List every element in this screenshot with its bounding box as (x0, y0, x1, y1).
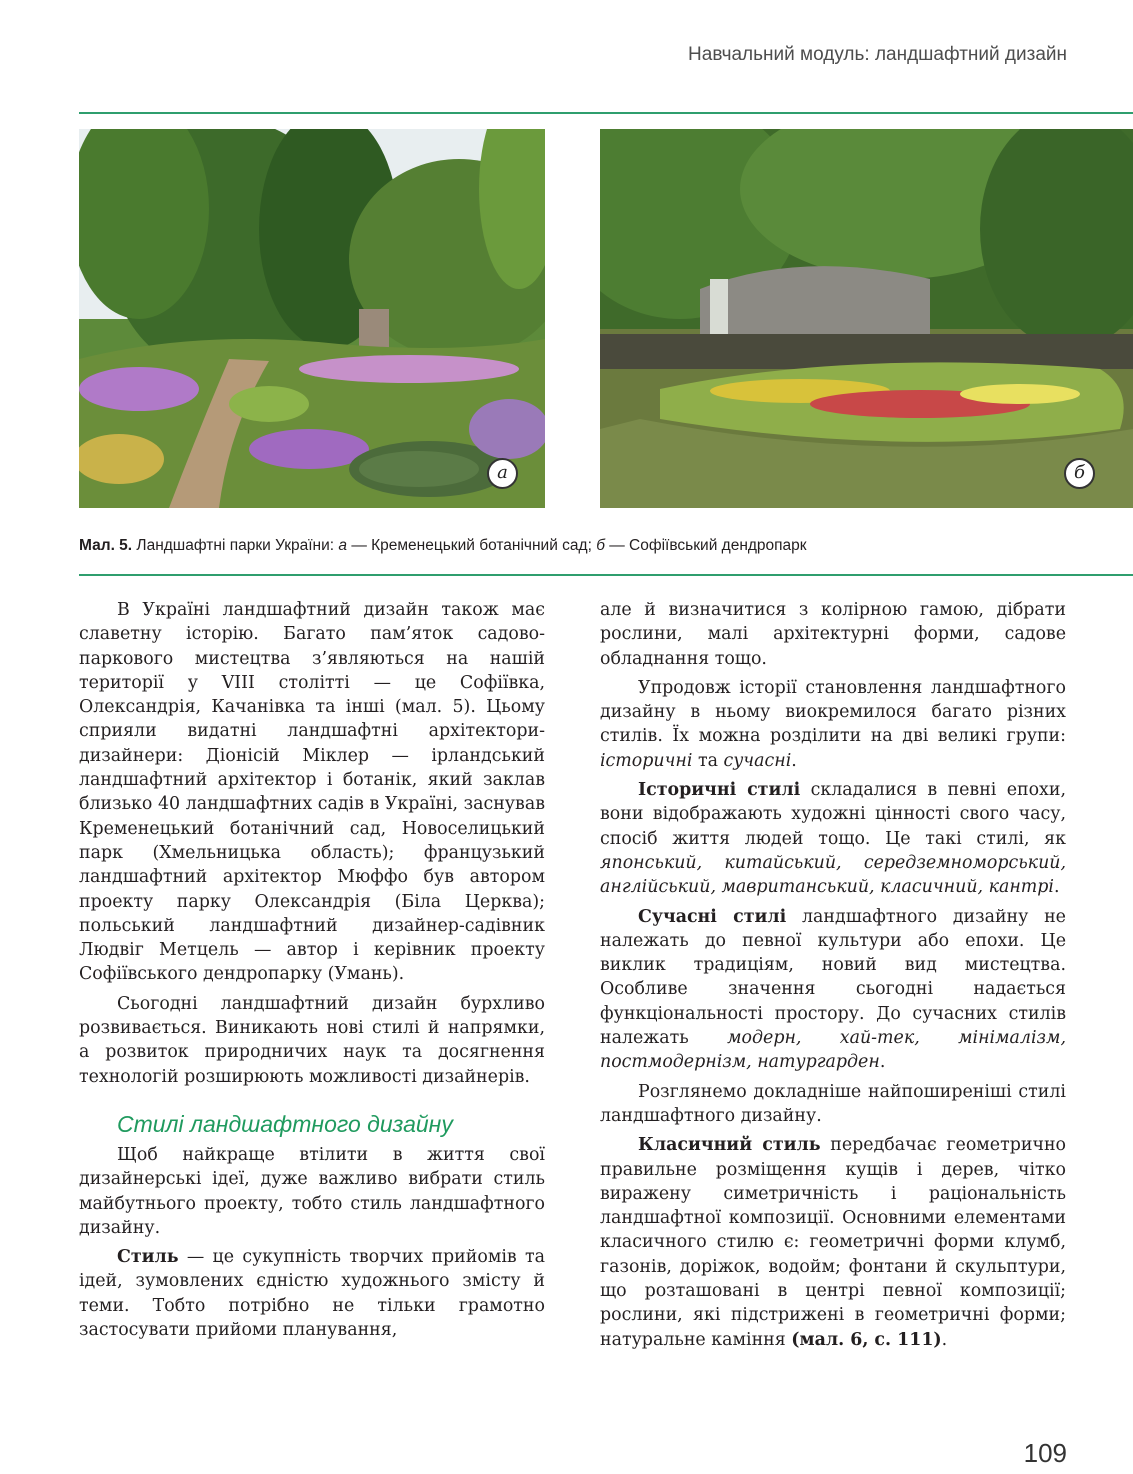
running-header: Навчальний модуль: ландшафтний дизайн (688, 44, 1067, 65)
paragraph: Сьогодні ландшафтний дизайн бурхливо розвивається. Виникають нові стилі й напрямки, а розвиток природничих наук та досягнення технологій розширюють можливості дизайнерів. (79, 993, 545, 1087)
caption-text: Ландшафтні парки України: (132, 537, 339, 554)
paragraph (79, 1245, 545, 1342)
term: Класичний стиль (638, 1135, 821, 1156)
term: Стиль (117, 1247, 179, 1268)
paragraph-text: — це сукупність творчих прийомів та ідей, зумовлених єдністю художнього змісту й теми. Тобто потрібно не тільки грамотно застосувати прийоми планування, (79, 1247, 545, 1341)
paragraph (600, 1133, 1066, 1352)
paragraph-text: . (879, 1052, 886, 1073)
paragraph-text: Упродовж історії становлення ландшафтного дизайну в ньому виокремилося багато різних стилів. Їх можна розділити на дві великі групи: (600, 677, 1066, 747)
figure-caption (79, 537, 807, 555)
italic-term: японський, китайський, середземноморський, англійський, мавританський, класичний, кантрі (600, 852, 1066, 898)
paragraph-text: та (692, 750, 724, 771)
paragraph-text: . (791, 750, 797, 771)
paragraph: Розглянемо докладніше найпоширеніші стилі ландшафтного дизайну. (600, 1081, 1066, 1126)
caption-label-b: б (596, 537, 605, 554)
caption-text: — Софіївський дендропарк (604, 537, 807, 554)
caption-text: — Кременецький ботанічний сад; (347, 537, 597, 554)
italic-term: історичні (600, 750, 693, 771)
italic-term: сучасні (723, 750, 792, 771)
top-rule (79, 112, 1133, 114)
paragraph-text: . (1054, 877, 1060, 898)
paragraph: але й визначитися з колірною гамою, дібрати рослини, малі архітектурні форми, садове обладнання тощо. (600, 600, 1066, 669)
term: Сучасні стилі (638, 906, 787, 927)
right-column (600, 598, 1066, 1357)
paragraph-text: передбачає геометрично правильне розміщення кущів і дерев, чітко виражену симетричність і раціональність ландшафтної композиції. Основними елементами класичного стилю є: геометричні форми клумб, газонів, доріжок, водойм; фонтани й скульптури, що розташовані в центрі певної композиції; рослини, які підстрижені в геометричні форми; натуральне каміння (600, 1135, 1067, 1350)
paragraph (600, 676, 1066, 773)
figure-reference: (мал. 6, с. 111) (791, 1329, 942, 1350)
photo-a-badge: а (487, 458, 518, 489)
photo-kremenets-garden (79, 129, 545, 508)
term: Історичні стилі (638, 780, 801, 801)
photo-b-badge: б (1064, 458, 1095, 489)
paragraph (600, 905, 1066, 1075)
caption-prefix: Мал. 5. (79, 537, 133, 554)
paragraph-text: . (941, 1329, 948, 1350)
page-number: 109 (1023, 1438, 1067, 1468)
section-heading: Стилі ландшафтного дизайну (117, 1110, 453, 1137)
caption-label-a: а (338, 537, 348, 554)
paragraph: Щоб найкраще втілити в життя свої дизайнерські ідеї, дуже важливо вибрати стиль майбутнього проекту, тобто стиль ландшафтного дизайну. (79, 1144, 545, 1238)
photo-sofiyivka-park (600, 129, 1133, 508)
left-column (79, 598, 545, 1347)
paragraph: В Україні ландшафтний дизайн також має славетну історію. Багато пам’яток садово-паркового мистецтва з’являються на нашій території у VIII столітті — це Софіївка, Олександрія, Качанівка та інші (мал. 5). Цьому сприяли видатні ландшафтні архітектори-дизайнери: Діонісій Міклер — ірландський ландшафтний архітектор і ботанік, який заклав близько 40 ландшафтних садів в Україні, заснував Кременецький ботанічний сад, Новоселицький парк (Хмельницька область); французький ландшафтний архітектор Мюффо був автором проекту парку Олександрія (Біла Церква); польський ландшафтний дизайнер-садівник Людвіг Метцель — автор і керівник проекту Софіївського дендропарку (Умань). (79, 600, 545, 985)
italic-term: модерн, хай-тек, мінімалізм, постмодернізм, натургарден (600, 1028, 1066, 1073)
caption-rule (79, 574, 1133, 576)
paragraph-text: ландшафтного дизайну не належать до певної культури або епохи. Це виклик традиціям, новий вид мистецтва. Особливе значення сьогодні надається функціональності простору. До сучасних стилів належать (600, 906, 1066, 1049)
paragraph-text: складалися в певні епохи, вони відображають художні цінності свого часу, спосіб життя людей тощо. Це такі стилі, як (600, 780, 1066, 849)
paragraph (600, 778, 1066, 899)
